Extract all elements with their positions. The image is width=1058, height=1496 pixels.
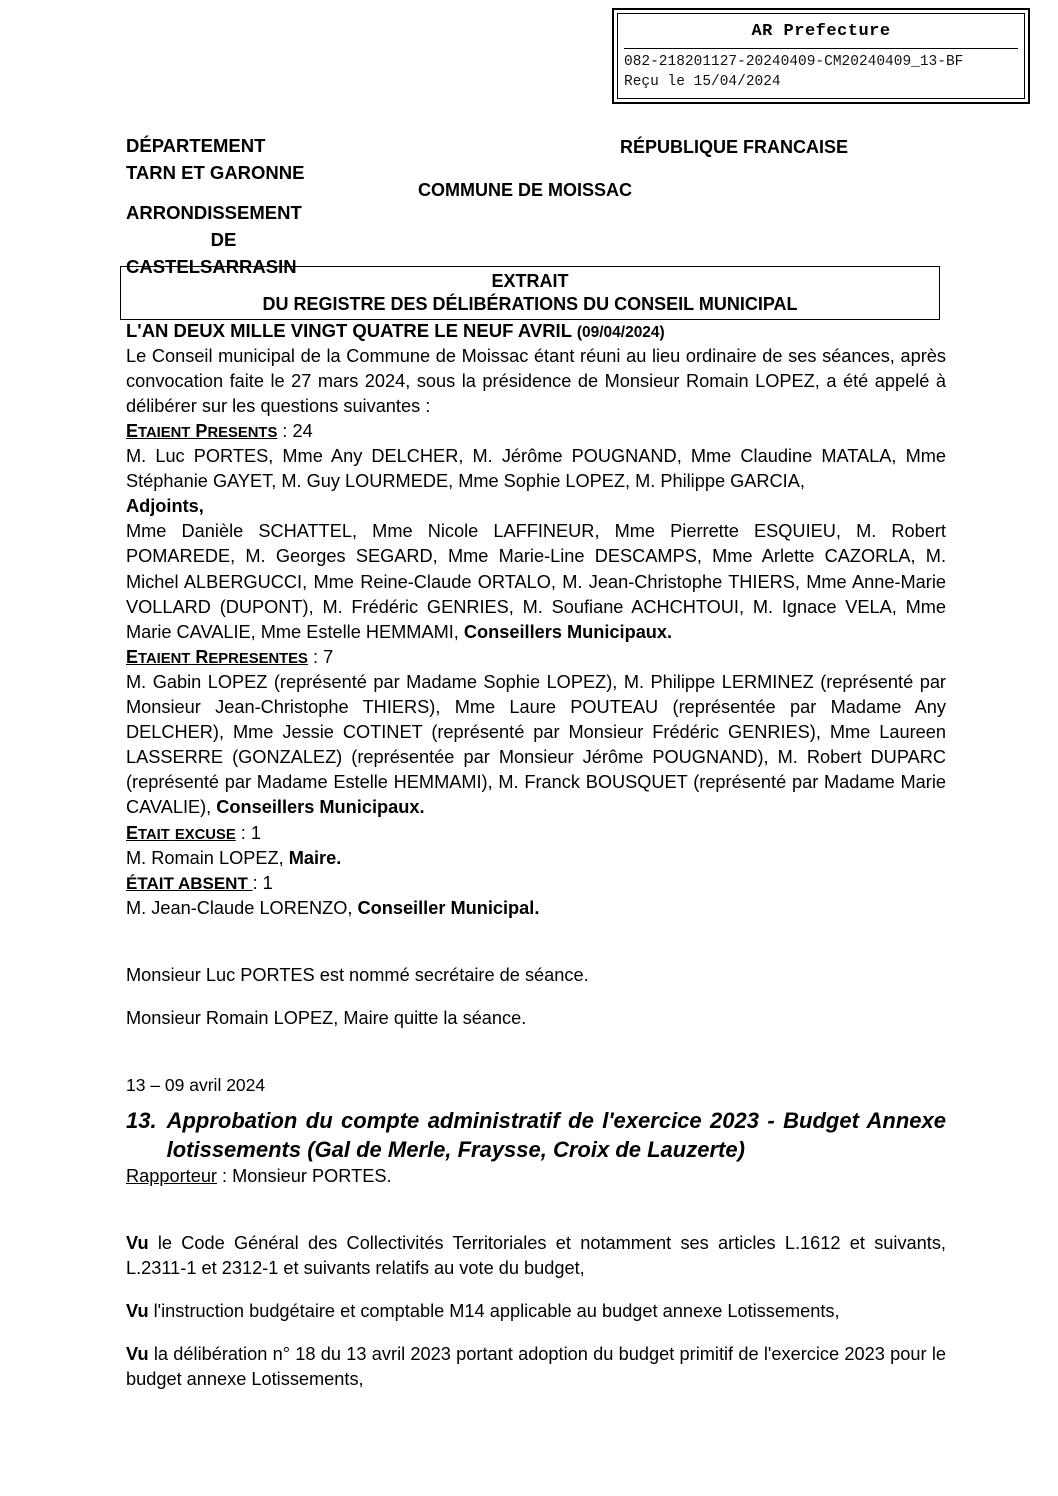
spacer-before-vu [126, 1189, 946, 1231]
spacer-before-deliberation [126, 1031, 946, 1073]
presents-adjoints-names: M. Luc PORTES, Mme Any DELCHER, M. Jérôme POUGNAND, Mme Claudine MATALA, Mme Stéphanie GAYET, M. Guy LOURMEDE, Mme Sophie LOPEZ, M. Philippe GARCIA, [126, 445, 946, 492]
represented-role-label: Conseillers Municipaux. [216, 797, 425, 818]
ar-prefecture-reference: 082-218201127-20240409-CM20240409_13-BF [624, 54, 964, 70]
spacer-vu-2 [126, 1324, 946, 1342]
mayor-leaves-line: Monsieur Romain LOPEZ, Maire quitte la séance. [126, 1008, 527, 1029]
extrait-subtitle: DU REGISTRE DES DÉLIBÉRATIONS DU CONSEIL MUNICIPAL [262, 293, 798, 314]
opening-date: (09/04/2024) [576, 324, 665, 341]
vu-text: le Code Général des Collectivités Territoriales et notamment ses articles L.1612 et suivants, L.2311-1 et 2312-1 et suivants relatifs au vote du budget, [126, 1232, 946, 1278]
represented-label-text: ETAIENT REPRESENTES [126, 646, 308, 667]
presents-count: : 24 [277, 420, 313, 441]
ar-prefecture-received-date: Reçu le 15/04/2024 [624, 73, 781, 90]
absent-person [126, 896, 946, 921]
presents-conseillers [126, 519, 946, 645]
ar-prefecture-stamp-inner [617, 13, 1025, 99]
presents-conseillers-names: Mme Danièle SCHATTEL, Mme Nicole LAFFINEUR, Mme Pierrette ESQUIEU, M. Robert POMAREDE, M. Georges SEGARD, Mme Marie-Line DESCAMPS, Mme Arlette CAZORLA, M. Michel ALBERGUCCI, Mme Reine-Claude ORTALO, M. Jean-Christophe THIERS, Mme Anne-Marie VOLLARD (DUPONT), M. Frédéric GENRIES, M. Soufiane ACHCHTOUI, M. Ignace VELA, Mme Marie CAVALIE, Mme Estelle HEMMAMI, [126, 521, 946, 642]
rapporteur-value: : Monsieur PORTES. [217, 1165, 392, 1186]
deliberation-reference: 13 – 09 avril 2024 [126, 1075, 266, 1096]
arrondissement-de: DE [210, 228, 237, 250]
secretary-line: Monsieur Luc PORTES est nommé secrétaire de séance. [126, 965, 589, 986]
opening-text: L'AN DEUX MILLE VINGT QUATRE LE NEUF AVRIL [126, 320, 572, 341]
presents-label [126, 419, 946, 444]
absent-count: : 1 [252, 872, 273, 893]
absent-name: M. Jean-Claude LORENZO, [126, 897, 358, 918]
vu-prefix: Vu [126, 1232, 149, 1253]
absent-role: Conseiller Municipal. [357, 897, 540, 918]
presents-label-text: ETAIENT PRESENTS [126, 420, 278, 441]
spacer-after-attendance [126, 921, 946, 963]
department-name: TARN ET GARONNE [126, 161, 305, 183]
represented-names: M. Gabin LOPEZ (représenté par Madame Sophie LOPEZ), M. Philippe LERMINEZ (représenté par Monsieur Jean-Christophe THIERS), Mme Laure POUTEAU (représentée par Madame Any DELCHER), Mme Jessie COTINET (représenté par Monsieur Frédéric GENRIES), Mme Laureen LASSERRE (GONZALEZ) (représentée par Monsieur Jérôme POUGNAND), M. Robert DUPARC (représenté par Madame Estelle HEMMAMI), M. Franck BOUSQUET (représenté par Madame Marie CAVALIE), [126, 671, 946, 818]
presents-conseillers-label: Conseillers Municipaux. [463, 621, 673, 642]
excused-count: : 1 [235, 822, 261, 843]
deliberation-heading [126, 1107, 946, 1163]
vu-text: l'instruction budgétaire et comptable M14 applicable au budget annexe Lotissements, [148, 1301, 840, 1322]
represented-list [126, 670, 946, 821]
ar-prefecture-title: AR Prefecture [751, 22, 891, 41]
commune-heading: COMMUNE DE MOISSAC [418, 180, 633, 200]
presents-adjoints [126, 444, 946, 519]
rapporteur-line [126, 1164, 946, 1189]
vu-prefix: Vu [126, 1344, 149, 1365]
arrondissement-label: ARRONDISSEMENT [126, 202, 302, 223]
opening-line [126, 318, 946, 344]
intro-paragraph: Le Conseil municipal de la Commune de Moissac étant réuni au lieu ordinaire de ses séances, après convocation faite le 27 mars 2024, sous la présidence de Monsieur Romain LOPEZ, a été appelé à délibérer sur les questions suivantes : [126, 345, 946, 416]
vu-item [126, 1231, 946, 1281]
arrondissement-name: CASTELSARRASIN [126, 255, 297, 277]
absent-label [126, 871, 946, 896]
department-label: DÉPARTEMENT [126, 135, 266, 156]
extrait-box [120, 266, 940, 320]
rapporteur-label: Rapporteur [126, 1165, 217, 1186]
deliberation-number: 13. [126, 1108, 157, 1134]
spacer-before-title [126, 1097, 946, 1107]
extrait-title: EXTRAIT [491, 271, 569, 291]
vu-item [126, 1299, 946, 1324]
deliberation-title: Approbation du compte administratif de l'exercice 2023 - Budget Annexe lotissements (Gal de Merle, Fraysse, Croix de Lauzerte) [166, 1108, 946, 1162]
spacer-after-secretary [126, 988, 946, 1006]
ar-prefecture-divider [624, 48, 1018, 49]
spacer-vu-1 [126, 1281, 946, 1299]
vu-prefix: Vu [126, 1301, 149, 1322]
presents-adjoints-label: Adjoints, [126, 496, 204, 517]
vu-text: la délibération n° 18 du 13 avril 2023 portant adoption du budget primitif de l'exercice 2023 pour le budget annexe Lotissements, [126, 1344, 946, 1390]
republic-heading: RÉPUBLIQUE FRANCAISE [620, 137, 849, 157]
represented-label [126, 645, 946, 670]
excused-person [126, 846, 946, 871]
excused-label-text: ETAIT EXCUSE [126, 822, 236, 843]
excused-name: M. Romain LOPEZ, [126, 847, 289, 868]
department-block [126, 133, 305, 187]
document-body [126, 318, 946, 1392]
excused-label [126, 821, 946, 846]
excused-role: Maire. [288, 847, 342, 868]
vu-item [126, 1342, 946, 1392]
ar-prefecture-stamp [612, 8, 1030, 104]
represented-count: : 7 [307, 646, 334, 667]
absent-label-text: ÉTAIT ABSENT [126, 873, 253, 893]
